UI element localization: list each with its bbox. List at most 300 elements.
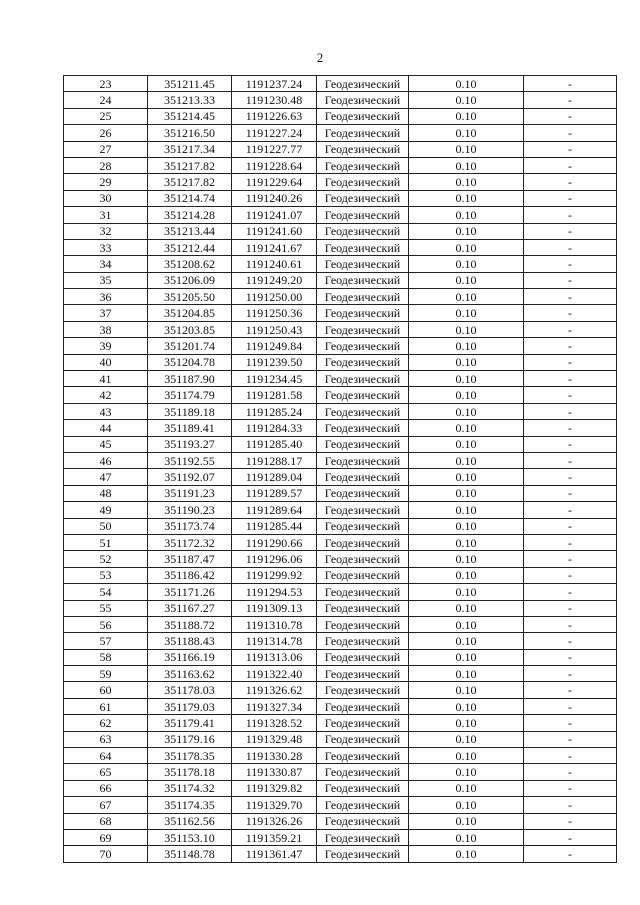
- x-coordinate-cell: 351203.85: [148, 321, 232, 337]
- table-row: [64, 338, 617, 354]
- method-cell: Геодезический: [317, 305, 409, 321]
- point-number-cell: 38: [64, 321, 148, 337]
- y-coordinate-cell: 1191241.60: [232, 223, 317, 239]
- accuracy-cell: 0.10: [409, 223, 524, 239]
- note-cell: -: [524, 436, 617, 452]
- point-number-cell: 46: [64, 452, 148, 468]
- y-coordinate-cell: 1191289.04: [232, 469, 317, 485]
- table-row: [64, 551, 617, 567]
- accuracy-cell: 0.10: [409, 207, 524, 223]
- table-row: [64, 223, 617, 239]
- y-coordinate-cell: 1191322.40: [232, 666, 317, 682]
- accuracy-cell: 0.10: [409, 403, 524, 419]
- method-cell: Геодезический: [317, 125, 409, 141]
- note-cell: -: [524, 125, 617, 141]
- accuracy-cell: 0.10: [409, 141, 524, 157]
- note-cell: -: [524, 207, 617, 223]
- table-row: [64, 797, 617, 813]
- x-coordinate-cell: 351217.82: [148, 174, 232, 190]
- point-number-cell: 47: [64, 469, 148, 485]
- method-cell: Геодезический: [317, 190, 409, 206]
- accuracy-cell: 0.10: [409, 420, 524, 436]
- method-cell: Геодезический: [317, 289, 409, 305]
- x-coordinate-cell: 351192.55: [148, 452, 232, 468]
- note-cell: -: [524, 420, 617, 436]
- point-number-cell: 32: [64, 223, 148, 239]
- table-row: [64, 256, 617, 272]
- method-cell: Геодезический: [317, 633, 409, 649]
- x-coordinate-cell: 351214.74: [148, 190, 232, 206]
- table-row: [64, 354, 617, 370]
- point-number-cell: 62: [64, 715, 148, 731]
- note-cell: -: [524, 174, 617, 190]
- x-coordinate-cell: 351213.33: [148, 92, 232, 108]
- table-row: [64, 207, 617, 223]
- note-cell: -: [524, 157, 617, 173]
- method-cell: Геодезический: [317, 567, 409, 583]
- y-coordinate-cell: 1191228.64: [232, 157, 317, 173]
- point-number-cell: 36: [64, 289, 148, 305]
- method-cell: Геодезический: [317, 600, 409, 616]
- method-cell: Геодезический: [317, 518, 409, 534]
- x-coordinate-cell: 351192.07: [148, 469, 232, 485]
- point-number-cell: 35: [64, 272, 148, 288]
- note-cell: -: [524, 715, 617, 731]
- note-cell: -: [524, 616, 617, 632]
- method-cell: Геодезический: [317, 469, 409, 485]
- x-coordinate-cell: 351178.18: [148, 764, 232, 780]
- x-coordinate-cell: 351174.32: [148, 780, 232, 796]
- method-cell: Геодезический: [317, 748, 409, 764]
- accuracy-cell: 0.10: [409, 289, 524, 305]
- method-cell: Геодезический: [317, 666, 409, 682]
- accuracy-cell: 0.10: [409, 551, 524, 567]
- note-cell: -: [524, 780, 617, 796]
- y-coordinate-cell: 1191361.47: [232, 846, 317, 862]
- method-cell: Геодезический: [317, 141, 409, 157]
- y-coordinate-cell: 1191230.48: [232, 92, 317, 108]
- x-coordinate-cell: 351172.32: [148, 534, 232, 550]
- table-row: [64, 534, 617, 550]
- note-cell: -: [524, 469, 617, 485]
- method-cell: Геодезический: [317, 846, 409, 862]
- x-coordinate-cell: 351179.16: [148, 731, 232, 747]
- table-row: [64, 715, 617, 731]
- x-coordinate-cell: 351173.74: [148, 518, 232, 534]
- method-cell: Геодезический: [317, 797, 409, 813]
- point-number-cell: 41: [64, 371, 148, 387]
- accuracy-cell: 0.10: [409, 764, 524, 780]
- y-coordinate-cell: 1191289.57: [232, 485, 317, 501]
- y-coordinate-cell: 1191329.70: [232, 797, 317, 813]
- table-row: [64, 174, 617, 190]
- point-number-cell: 30: [64, 190, 148, 206]
- note-cell: -: [524, 649, 617, 665]
- x-coordinate-cell: 351208.62: [148, 256, 232, 272]
- y-coordinate-cell: 1191285.24: [232, 403, 317, 419]
- accuracy-cell: 0.10: [409, 305, 524, 321]
- point-number-cell: 66: [64, 780, 148, 796]
- table-row: [64, 141, 617, 157]
- note-cell: -: [524, 534, 617, 550]
- table-row: [64, 813, 617, 829]
- point-number-cell: 58: [64, 649, 148, 665]
- x-coordinate-cell: 351179.03: [148, 698, 232, 714]
- y-coordinate-cell: 1191237.24: [232, 76, 317, 92]
- point-number-cell: 49: [64, 502, 148, 518]
- table-row: [64, 502, 617, 518]
- note-cell: -: [524, 748, 617, 764]
- method-cell: Геодезический: [317, 551, 409, 567]
- method-cell: Геодезический: [317, 76, 409, 92]
- x-coordinate-cell: 351189.18: [148, 403, 232, 419]
- note-cell: -: [524, 371, 617, 387]
- accuracy-cell: 0.10: [409, 518, 524, 534]
- table-row: [64, 666, 617, 682]
- method-cell: Геодезический: [317, 174, 409, 190]
- point-number-cell: 31: [64, 207, 148, 223]
- point-number-cell: 34: [64, 256, 148, 272]
- point-number-cell: 61: [64, 698, 148, 714]
- note-cell: -: [524, 846, 617, 862]
- point-number-cell: 24: [64, 92, 148, 108]
- point-number-cell: 23: [64, 76, 148, 92]
- note-cell: -: [524, 797, 617, 813]
- note-cell: -: [524, 272, 617, 288]
- x-coordinate-cell: 351174.79: [148, 387, 232, 403]
- accuracy-cell: 0.10: [409, 469, 524, 485]
- accuracy-cell: 0.10: [409, 190, 524, 206]
- point-number-cell: 40: [64, 354, 148, 370]
- method-cell: Геодезический: [317, 223, 409, 239]
- y-coordinate-cell: 1191296.06: [232, 551, 317, 567]
- point-number-cell: 56: [64, 616, 148, 632]
- x-coordinate-cell: 351166.19: [148, 649, 232, 665]
- x-coordinate-cell: 351191.23: [148, 485, 232, 501]
- x-coordinate-cell: 351162.56: [148, 813, 232, 829]
- point-number-cell: 64: [64, 748, 148, 764]
- y-coordinate-cell: 1191329.48: [232, 731, 317, 747]
- table-row: [64, 305, 617, 321]
- note-cell: -: [524, 387, 617, 403]
- point-number-cell: 68: [64, 813, 148, 829]
- accuracy-cell: 0.10: [409, 338, 524, 354]
- y-coordinate-cell: 1191326.62: [232, 682, 317, 698]
- y-coordinate-cell: 1191330.28: [232, 748, 317, 764]
- table-row: [64, 92, 617, 108]
- point-number-cell: 27: [64, 141, 148, 157]
- accuracy-cell: 0.10: [409, 584, 524, 600]
- method-cell: Геодезический: [317, 321, 409, 337]
- table-row: [64, 125, 617, 141]
- x-coordinate-cell: 351214.45: [148, 108, 232, 124]
- method-cell: Геодезический: [317, 207, 409, 223]
- y-coordinate-cell: 1191284.33: [232, 420, 317, 436]
- table-row: [64, 239, 617, 255]
- y-coordinate-cell: 1191249.84: [232, 338, 317, 354]
- point-number-cell: 59: [64, 666, 148, 682]
- method-cell: Геодезический: [317, 420, 409, 436]
- accuracy-cell: 0.10: [409, 76, 524, 92]
- y-coordinate-cell: 1191328.52: [232, 715, 317, 731]
- accuracy-cell: 0.10: [409, 485, 524, 501]
- note-cell: -: [524, 190, 617, 206]
- x-coordinate-cell: 351190.23: [148, 502, 232, 518]
- note-cell: -: [524, 731, 617, 747]
- y-coordinate-cell: 1191227.24: [232, 125, 317, 141]
- note-cell: -: [524, 321, 617, 337]
- x-coordinate-cell: 351189.41: [148, 420, 232, 436]
- method-cell: Геодезический: [317, 108, 409, 124]
- table-row: [64, 698, 617, 714]
- y-coordinate-cell: 1191313.06: [232, 649, 317, 665]
- x-coordinate-cell: 351213.44: [148, 223, 232, 239]
- y-coordinate-cell: 1191289.64: [232, 502, 317, 518]
- x-coordinate-cell: 351193.27: [148, 436, 232, 452]
- point-number-cell: 67: [64, 797, 148, 813]
- coordinates-table-body: [64, 76, 617, 863]
- note-cell: -: [524, 452, 617, 468]
- method-cell: Геодезический: [317, 256, 409, 272]
- note-cell: -: [524, 256, 617, 272]
- table-row: [64, 649, 617, 665]
- method-cell: Геодезический: [317, 239, 409, 255]
- y-coordinate-cell: 1191226.63: [232, 108, 317, 124]
- accuracy-cell: 0.10: [409, 846, 524, 862]
- y-coordinate-cell: 1191285.40: [232, 436, 317, 452]
- table-row: [64, 452, 617, 468]
- y-coordinate-cell: 1191241.67: [232, 239, 317, 255]
- x-coordinate-cell: 351201.74: [148, 338, 232, 354]
- point-number-cell: 42: [64, 387, 148, 403]
- note-cell: -: [524, 682, 617, 698]
- method-cell: Геодезический: [317, 534, 409, 550]
- method-cell: Геодезический: [317, 616, 409, 632]
- point-number-cell: 29: [64, 174, 148, 190]
- y-coordinate-cell: 1191281.58: [232, 387, 317, 403]
- note-cell: -: [524, 76, 617, 92]
- table-row: [64, 518, 617, 534]
- y-coordinate-cell: 1191240.26: [232, 190, 317, 206]
- point-number-cell: 50: [64, 518, 148, 534]
- table-row: [64, 321, 617, 337]
- table-row: [64, 387, 617, 403]
- table-row: [64, 616, 617, 632]
- table-row: [64, 567, 617, 583]
- point-number-cell: 63: [64, 731, 148, 747]
- point-number-cell: 54: [64, 584, 148, 600]
- table-row: [64, 272, 617, 288]
- x-coordinate-cell: 351187.90: [148, 371, 232, 387]
- table-row: [64, 157, 617, 173]
- table-row: [64, 731, 617, 747]
- table-row: [64, 289, 617, 305]
- y-coordinate-cell: 1191294.53: [232, 584, 317, 600]
- x-coordinate-cell: 351204.78: [148, 354, 232, 370]
- table-row: [64, 485, 617, 501]
- accuracy-cell: 0.10: [409, 600, 524, 616]
- x-coordinate-cell: 351179.41: [148, 715, 232, 731]
- x-coordinate-cell: 351216.50: [148, 125, 232, 141]
- accuracy-cell: 0.10: [409, 108, 524, 124]
- table-row: [64, 584, 617, 600]
- table-row: [64, 600, 617, 616]
- note-cell: -: [524, 567, 617, 583]
- accuracy-cell: 0.10: [409, 666, 524, 682]
- y-coordinate-cell: 1191250.43: [232, 321, 317, 337]
- method-cell: Геодезический: [317, 731, 409, 747]
- x-coordinate-cell: 351163.62: [148, 666, 232, 682]
- note-cell: -: [524, 584, 617, 600]
- point-number-cell: 53: [64, 567, 148, 583]
- point-number-cell: 33: [64, 239, 148, 255]
- y-coordinate-cell: 1191314.78: [232, 633, 317, 649]
- x-coordinate-cell: 351204.85: [148, 305, 232, 321]
- note-cell: -: [524, 305, 617, 321]
- method-cell: Геодезический: [317, 764, 409, 780]
- point-number-cell: 43: [64, 403, 148, 419]
- table-row: [64, 190, 617, 206]
- note-cell: -: [524, 764, 617, 780]
- x-coordinate-cell: 351217.34: [148, 141, 232, 157]
- note-cell: -: [524, 551, 617, 567]
- note-cell: -: [524, 223, 617, 239]
- point-number-cell: 52: [64, 551, 148, 567]
- y-coordinate-cell: 1191326.26: [232, 813, 317, 829]
- y-coordinate-cell: 1191327.34: [232, 698, 317, 714]
- accuracy-cell: 0.10: [409, 829, 524, 845]
- method-cell: Геодезический: [317, 502, 409, 518]
- method-cell: Геодезический: [317, 682, 409, 698]
- method-cell: Геодезический: [317, 371, 409, 387]
- y-coordinate-cell: 1191359.21: [232, 829, 317, 845]
- y-coordinate-cell: 1191241.07: [232, 207, 317, 223]
- accuracy-cell: 0.10: [409, 797, 524, 813]
- accuracy-cell: 0.10: [409, 748, 524, 764]
- method-cell: Геодезический: [317, 584, 409, 600]
- accuracy-cell: 0.10: [409, 157, 524, 173]
- table-row: [64, 780, 617, 796]
- note-cell: -: [524, 92, 617, 108]
- accuracy-cell: 0.10: [409, 272, 524, 288]
- point-number-cell: 48: [64, 485, 148, 501]
- x-coordinate-cell: 351211.45: [148, 76, 232, 92]
- table-row: [64, 436, 617, 452]
- accuracy-cell: 0.10: [409, 649, 524, 665]
- accuracy-cell: 0.10: [409, 813, 524, 829]
- note-cell: -: [524, 141, 617, 157]
- accuracy-cell: 0.10: [409, 174, 524, 190]
- point-number-cell: 69: [64, 829, 148, 845]
- x-coordinate-cell: 351148.78: [148, 846, 232, 862]
- y-coordinate-cell: 1191227.77: [232, 141, 317, 157]
- x-coordinate-cell: 351186.42: [148, 567, 232, 583]
- x-coordinate-cell: 351171.26: [148, 584, 232, 600]
- table-row: [64, 764, 617, 780]
- table-row: [64, 371, 617, 387]
- y-coordinate-cell: 1191329.82: [232, 780, 317, 796]
- accuracy-cell: 0.10: [409, 436, 524, 452]
- note-cell: -: [524, 633, 617, 649]
- table-row: [64, 108, 617, 124]
- note-cell: -: [524, 354, 617, 370]
- point-number-cell: 70: [64, 846, 148, 862]
- y-coordinate-cell: 1191330.87: [232, 764, 317, 780]
- accuracy-cell: 0.10: [409, 371, 524, 387]
- x-coordinate-cell: 351217.82: [148, 157, 232, 173]
- accuracy-cell: 0.10: [409, 534, 524, 550]
- x-coordinate-cell: 351187.47: [148, 551, 232, 567]
- accuracy-cell: 0.10: [409, 321, 524, 337]
- table-row: [64, 829, 617, 845]
- x-coordinate-cell: 351178.03: [148, 682, 232, 698]
- point-number-cell: 51: [64, 534, 148, 550]
- method-cell: Геодезический: [317, 436, 409, 452]
- accuracy-cell: 0.10: [409, 698, 524, 714]
- y-coordinate-cell: 1191250.36: [232, 305, 317, 321]
- y-coordinate-cell: 1191309.13: [232, 600, 317, 616]
- x-coordinate-cell: 351188.72: [148, 616, 232, 632]
- table-row: [64, 846, 617, 862]
- page-number: 2: [316, 50, 324, 65]
- y-coordinate-cell: 1191299.92: [232, 567, 317, 583]
- x-coordinate-cell: 351206.09: [148, 272, 232, 288]
- point-number-cell: 28: [64, 157, 148, 173]
- point-number-cell: 26: [64, 125, 148, 141]
- table-row: [64, 633, 617, 649]
- x-coordinate-cell: 351214.28: [148, 207, 232, 223]
- table-row: [64, 420, 617, 436]
- y-coordinate-cell: 1191249.20: [232, 272, 317, 288]
- accuracy-cell: 0.10: [409, 633, 524, 649]
- coordinates-table: [63, 75, 617, 863]
- note-cell: -: [524, 289, 617, 305]
- point-number-cell: 60: [64, 682, 148, 698]
- table-row: [64, 469, 617, 485]
- x-coordinate-cell: 351174.35: [148, 797, 232, 813]
- note-cell: -: [524, 338, 617, 354]
- method-cell: Геодезический: [317, 157, 409, 173]
- point-number-cell: 45: [64, 436, 148, 452]
- point-number-cell: 65: [64, 764, 148, 780]
- note-cell: -: [524, 666, 617, 682]
- x-coordinate-cell: 351188.43: [148, 633, 232, 649]
- table-row: [64, 76, 617, 92]
- accuracy-cell: 0.10: [409, 567, 524, 583]
- y-coordinate-cell: 1191229.64: [232, 174, 317, 190]
- point-number-cell: 37: [64, 305, 148, 321]
- note-cell: -: [524, 502, 617, 518]
- accuracy-cell: 0.10: [409, 452, 524, 468]
- y-coordinate-cell: 1191240.61: [232, 256, 317, 272]
- note-cell: -: [524, 108, 617, 124]
- method-cell: Геодезический: [317, 272, 409, 288]
- y-coordinate-cell: 1191290.66: [232, 534, 317, 550]
- y-coordinate-cell: 1191234.45: [232, 371, 317, 387]
- y-coordinate-cell: 1191250.00: [232, 289, 317, 305]
- note-cell: -: [524, 698, 617, 714]
- accuracy-cell: 0.10: [409, 616, 524, 632]
- method-cell: Геодезический: [317, 829, 409, 845]
- y-coordinate-cell: 1191285.44: [232, 518, 317, 534]
- table-row: [64, 403, 617, 419]
- x-coordinate-cell: 351178.35: [148, 748, 232, 764]
- accuracy-cell: 0.10: [409, 731, 524, 747]
- method-cell: Геодезический: [317, 338, 409, 354]
- accuracy-cell: 0.10: [409, 682, 524, 698]
- point-number-cell: 39: [64, 338, 148, 354]
- y-coordinate-cell: 1191239.50: [232, 354, 317, 370]
